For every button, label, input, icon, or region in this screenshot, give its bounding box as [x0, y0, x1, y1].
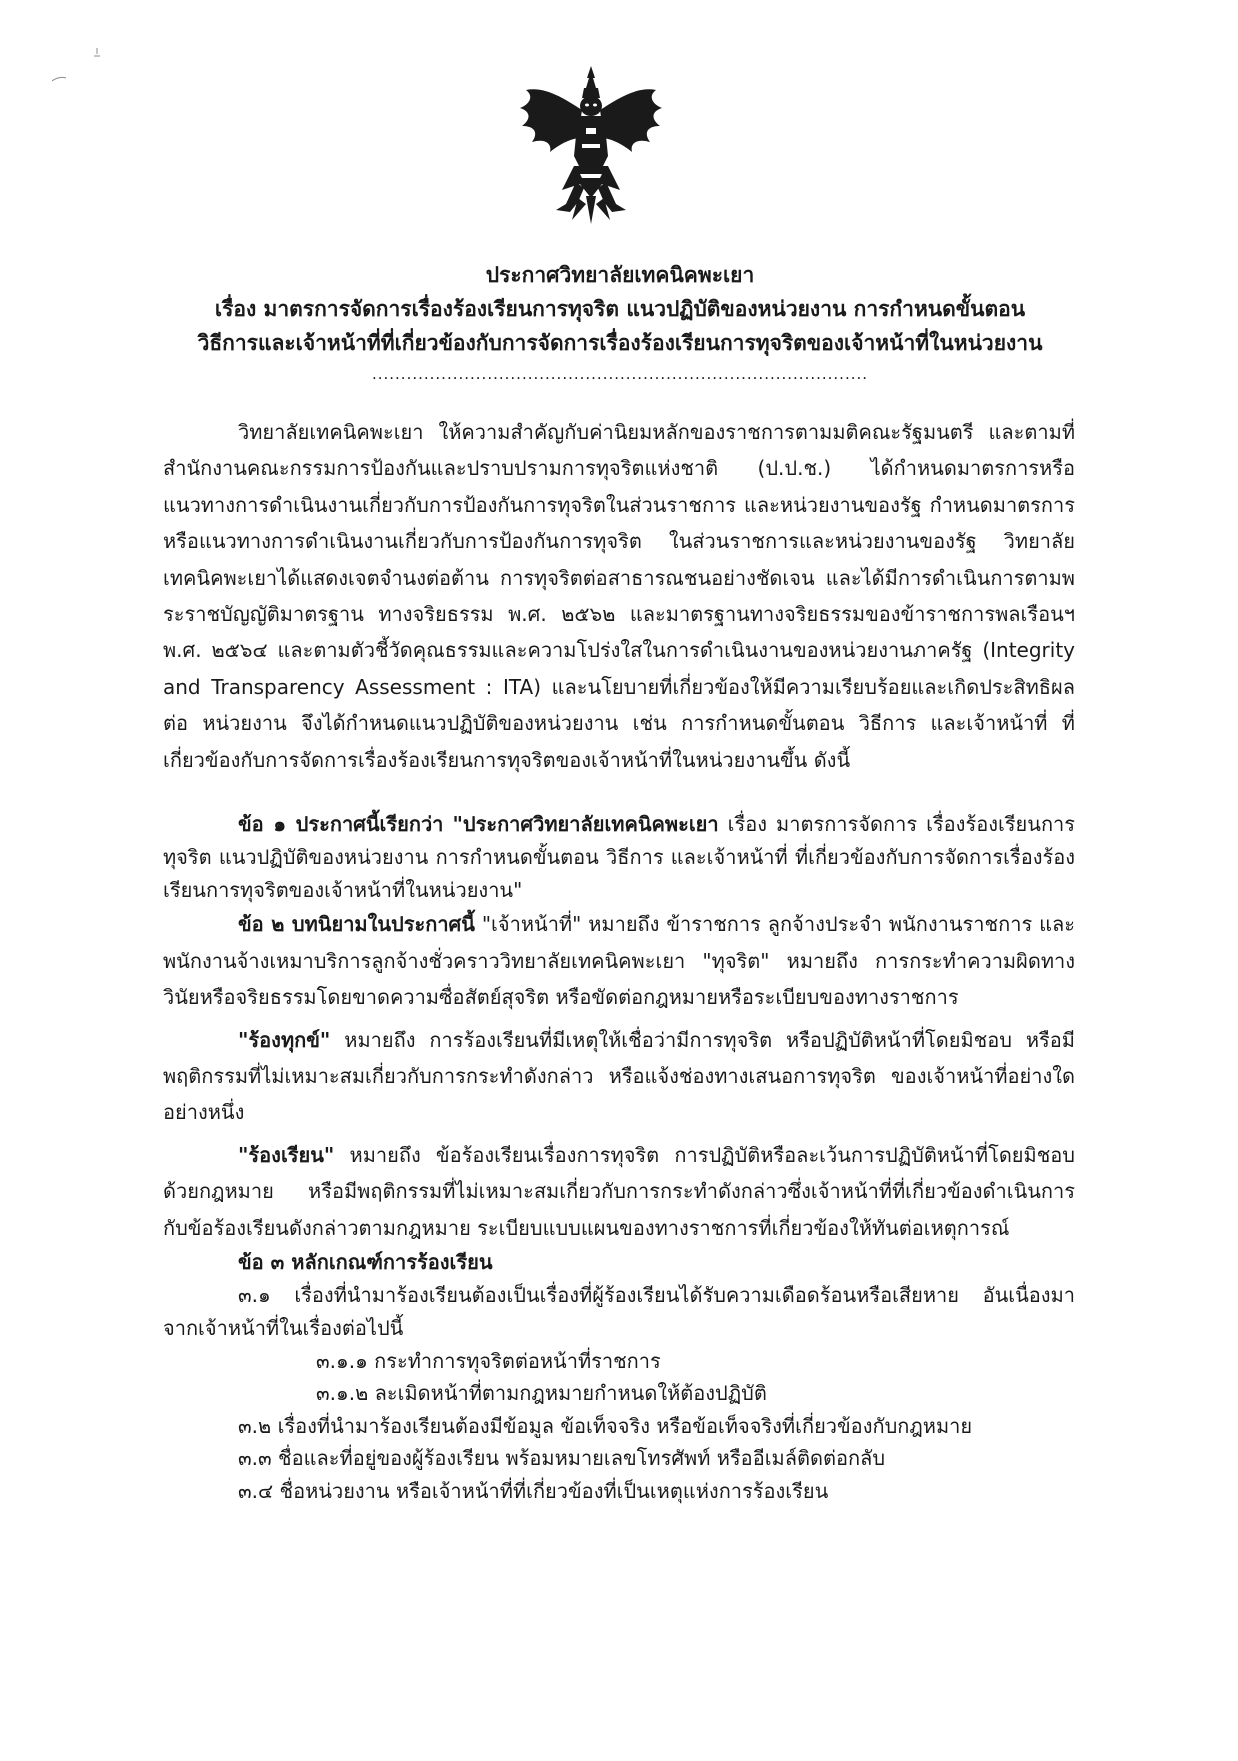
clause-1-heading: ข้อ ๑ ประกาศนี้เรียกว่า	[238, 812, 444, 837]
announcement-subject-line-1: เรื่อง มาตรการจัดการเรื่องร้องเรียนการทุจริต แนวปฏิบัติของหน่วยงาน การกำหนดขั้นตอน	[214, 297, 1026, 321]
clause-3-1: ๓.๑ เรื่องที่นำมาร้องเรียนต้องเป็นเรื่องที่ผู้ร้องเรียนได้รับความเดือดร้อนหรือเสียหาย อันเนื่องมาจากเจ้าหน้าที่ในเรื่องต่อไปนี้	[163, 1282, 1075, 1340]
clause-3-1-2: ๓.๑.๒ ละเมิดหน้าที่ตามกฎหมายกำหนดให้ต้องปฏิบัติ	[316, 1381, 767, 1406]
clause-1-name: "ประกาศวิทยาลัยเทคนิคพะเยา	[452, 812, 719, 837]
clause-3-heading: ข้อ ๓ หลักเกณฑ์การร้องเรียน	[238, 1250, 493, 1275]
definition-petition	[163, 1137, 1075, 1246]
definition-petition-term: "ร้องเรียน"	[238, 1142, 335, 1167]
clause-3-2: ๓.๒ เรื่องที่นำมาร้องเรียนต้องมีข้อมูล ข้อเท็จจริง หรือข้อเท็จจริงที่เกี่ยวข้องกับกฎหมาย	[238, 1413, 973, 1438]
announcement-header	[120, 258, 1120, 386]
clause-2	[163, 906, 1075, 1015]
announcement-title: ประกาศวิทยาลัยเทคนิคพะเยา	[485, 263, 755, 287]
definition-petition-text: หมายถึง ข้อร้องเรียนเรื่องการทุจริต การปฏิบัติหรือละเว้นการปฏิบัติหน้าที่โดยมิชอบ ด้วยกฎหมาย หรือมีพฤติกรรมที่ไม่เหมาะสมเกี่ยวกับการกระทำดังกล่าวซึ่งเจ้าหน้าที่ที่เกี่ยวข้องดำเนินการ กับข้อร้องเรียนดังกล่าวตามกฎหมาย ระเบียบแบบแผนของทางราชการที่เกี่ยวข้องให้ทันต่อเหตุการณ์	[163, 1142, 1075, 1240]
clause-1	[163, 808, 1075, 906]
intro-paragraph: วิทยาลัยเทคนิคพะเยา ให้ความสำคัญกับค่านิยมหลักของราชการตามมติคณะรัฐมนตรี และตามที่สำนักงานคณะกรรมการป้องกันและปราบปรามการทุจริตแห่งชาติ (ป.ป.ช.) ได้กำหนดมาตรการหรือแนวทางการดำเนินงานเกี่ยวกับการป้องกันการทุจริตในส่วนราชการ และหน่วยงานของรัฐ กำหนดมาตรการหรือแนวทางการดำเนินงานเกี่ยวกับการป้องกันการทุจริต ในส่วนราชการและหน่วยงานของรัฐ วิทยาลัยเทคนิคพะเยาได้แสดงเจตจำนงต่อต้าน การทุจริตต่อสาธารณชนอย่างชัดเจน และได้มีการดำเนินการตามพระราชบัญญัติมาตรฐาน ทางจริยธรรม พ.ศ. ๒๕๖๒ และมาตรฐานทางจริยธรรมของข้าราชการพลเรือนฯ พ.ศ. ๒๕๖๔ และตามตัวชี้วัดคุณธรรมและความโปร่งใสในการดำเนินงานของหน่วยงานภาครัฐ (Integrity and Transparency Assessment : ITA) และนโยบายที่เกี่ยวข้องให้มีความเรียบร้อยและเกิดประสิทธิผลต่อ หน่วยงาน จึงได้กำหนดแนวปฏิบัติของหน่วยงาน เช่น การกำหนดขั้นตอน วิธีการ และเจ้าหน้าที่ ที่เกี่ยวข้องกับการจัดการเรื่องร้องเรียนการทุจริตของเจ้าหน้าที่ในหน่วยงานขึ้น ดังนี้	[163, 420, 1075, 772]
garuda-icon	[516, 64, 666, 226]
clause-1-text: เรื่อง มาตรการจัดการ เรื่องร้องเรียนการทุจริต แนวปฏิบัติของหน่วยงาน การกำหนดขั้นตอน วิธีการ และเจ้าหน้าที่ ที่เกี่ยวข้องกับการจัดการเรื่องร้องเรียนการทุจริตของเจ้าหน้าที่ในหน่วยงาน"	[163, 812, 1076, 902]
scan-mark	[52, 76, 66, 82]
clause-2-heading: ข้อ ๒ บทนิยามในประกาศนี้	[238, 912, 475, 937]
definition-complaint-text: หมายถึง การร้องเรียนที่มีเหตุให้เชื่อว่ามีการทุจริต หรือปฏิบัติหน้าที่โดยมิชอบ หรือมีพฤติกรรมที่ไม่เหมาะสมเกี่ยวกับการกระทำดังกล่าว หรือแจ้งช่องทางเสนอการทุจริต ของเจ้าหน้าที่อย่างใดอย่างหนึ่ง	[163, 1027, 1075, 1125]
definition-complaint	[163, 1022, 1075, 1131]
clause-3-3: ๓.๓ ชื่อและที่อยู่ของผู้ร้องเรียน พร้อมหมายเลขโทรศัพท์ หรืออีเมล์ติดต่อกลับ	[238, 1446, 886, 1471]
announcement-body	[163, 414, 1075, 1507]
announcement-subject-line-2: วิธีการและเจ้าหน้าที่ที่เกี่ยวข้องกับการจัดการเรื่องร้องเรียนการทุจริตของเจ้าหน้าที่ในหน่วยงาน	[197, 331, 1043, 355]
definition-complaint-term: "ร้องทุกข์"	[238, 1027, 331, 1052]
clause-3-1-1: ๓.๑.๑ กระทำการทุจริตต่อหน้าที่ราชการ	[316, 1348, 661, 1373]
scan-mark	[93, 48, 101, 58]
clause-2-text: "เจ้าหน้าที่" หมายถึง ข้าราชการ ลูกจ้างประจำ พนักงานราชการ และพนักงานจ้างเหมาบริการลูกจ้างชั่วคราววิทยาลัยเทคนิคพะเยา "ทุจริต" หมายถึง การกระทำความผิดทางวินัยหรือจริยธรรมโดยขาดความซื่อสัตย์สุจริต หรือขัดต่อกฎหมายหรือระเบียบของทางราชการ	[163, 912, 1075, 1010]
garuda-emblem	[516, 64, 666, 226]
clause-3-4: ๓.๔ ชื่อหน่วยงาน หรือเจ้าหน้าที่ที่เกี่ยวข้องที่เป็นเหตุแห่งการร้องเรียน	[238, 1478, 829, 1503]
header-separator: ......................................................................................	[371, 365, 869, 383]
